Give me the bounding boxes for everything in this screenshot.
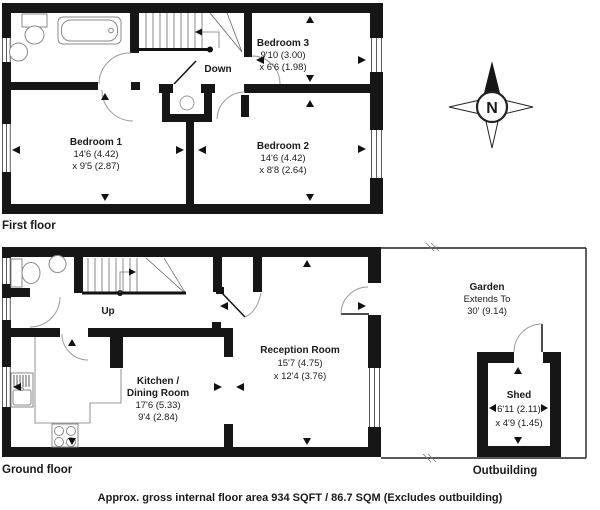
shed-name: Shed	[506, 390, 532, 401]
bedroom2-door-arc	[217, 92, 245, 119]
garden-name: Garden	[469, 282, 505, 293]
shed-door-opening	[514, 352, 543, 363]
first-floor-label: First floor	[2, 220, 56, 232]
bedroom3-dim1: 9'10 (3.00)	[260, 50, 306, 61]
kitchen-name1: Kitchen /	[136, 376, 180, 387]
stair-down-label: Down	[204, 64, 232, 75]
kitchen-name2: Dining Room	[126, 388, 190, 399]
shed-dim2: x 4'9 (1.45)	[495, 418, 543, 429]
basin	[49, 256, 66, 273]
bedroom3-dim2: x 6'6 (1.98)	[259, 62, 307, 73]
garden-area	[381, 243, 586, 477]
compass-west-point	[449, 100, 480, 114]
shed-dim1: 6'11 (2.11)	[497, 404, 541, 415]
wc-door-arc	[30, 297, 60, 327]
reception-dim1: 15'7 (4.75)	[277, 358, 323, 369]
bathroom-fixtures	[10, 14, 122, 61]
bed2-bed3-wall	[244, 84, 370, 93]
bedroom3-name: Bedroom 3	[256, 38, 310, 49]
outbuilding-label: Outbuilding	[472, 465, 538, 477]
ground-floor-windows	[1, 258, 381, 427]
toilet-cistern	[22, 14, 47, 27]
bedroom2-dim2: x 8'8 (2.64)	[259, 165, 307, 176]
kitchen-fixtures	[11, 337, 121, 447]
staircase-down	[133, 13, 242, 53]
garden-door-opening	[368, 283, 381, 315]
compass-rose	[449, 61, 533, 148]
stair-up-label: Up	[101, 306, 115, 317]
stair-direction-arrow	[129, 269, 136, 276]
bedroom2-dim1: 14'6 (4.42)	[260, 153, 306, 164]
ground-floor-plan	[1, 247, 381, 476]
bedroom1-name: Bedroom 1	[69, 137, 123, 148]
bathroom-door-arc	[99, 53, 131, 84]
bedroom2-name: Bedroom 2	[256, 141, 310, 152]
staircase-up	[82, 258, 186, 296]
toilet-cistern	[11, 259, 22, 287]
toilet-bowl	[22, 263, 40, 284]
kitchen-dim1: 17'6 (5.33)	[135, 400, 181, 411]
shed-door-arc	[514, 324, 542, 352]
compass-east-point	[504, 100, 533, 114]
bed1-bed2-wall	[186, 122, 194, 204]
basin	[10, 43, 28, 61]
kitchen-counter	[35, 337, 121, 423]
compass-north-label: N	[486, 100, 498, 117]
hall-kitchen-wall	[88, 328, 233, 337]
reception-dim2: x 12'4 (3.76)	[273, 371, 327, 382]
wc-fixtures	[11, 256, 66, 288]
bedroom1-door-arc	[102, 90, 133, 121]
kitchen-dim2: 9'4 (2.84)	[138, 412, 178, 423]
ground-floor-label: Ground floor	[2, 464, 73, 476]
first-floor-plan	[1, 3, 383, 232]
garden-line2: Extends To	[463, 294, 511, 305]
garden-door-arc	[341, 287, 368, 314]
stair-direction-arrow	[195, 29, 202, 36]
reception-name: Reception Room	[260, 345, 340, 356]
bathroom-wall	[2, 82, 98, 90]
kitchen-reception-divider	[224, 336, 233, 357]
garden-line3: 30' (9.14)	[467, 306, 507, 317]
toilet-bowl	[25, 26, 44, 44]
floor-area-caption: Approx. gross internal floor area 934 SQFT / 86.7 SQM (Excludes outbuilding)	[97, 492, 503, 504]
bedroom1-dim2: x 9'5 (2.87)	[72, 161, 120, 172]
bedroom1-dim1: 14'6 (4.42)	[73, 149, 119, 160]
kitchen-door-arc	[62, 334, 88, 360]
wc-wall	[74, 257, 83, 293]
